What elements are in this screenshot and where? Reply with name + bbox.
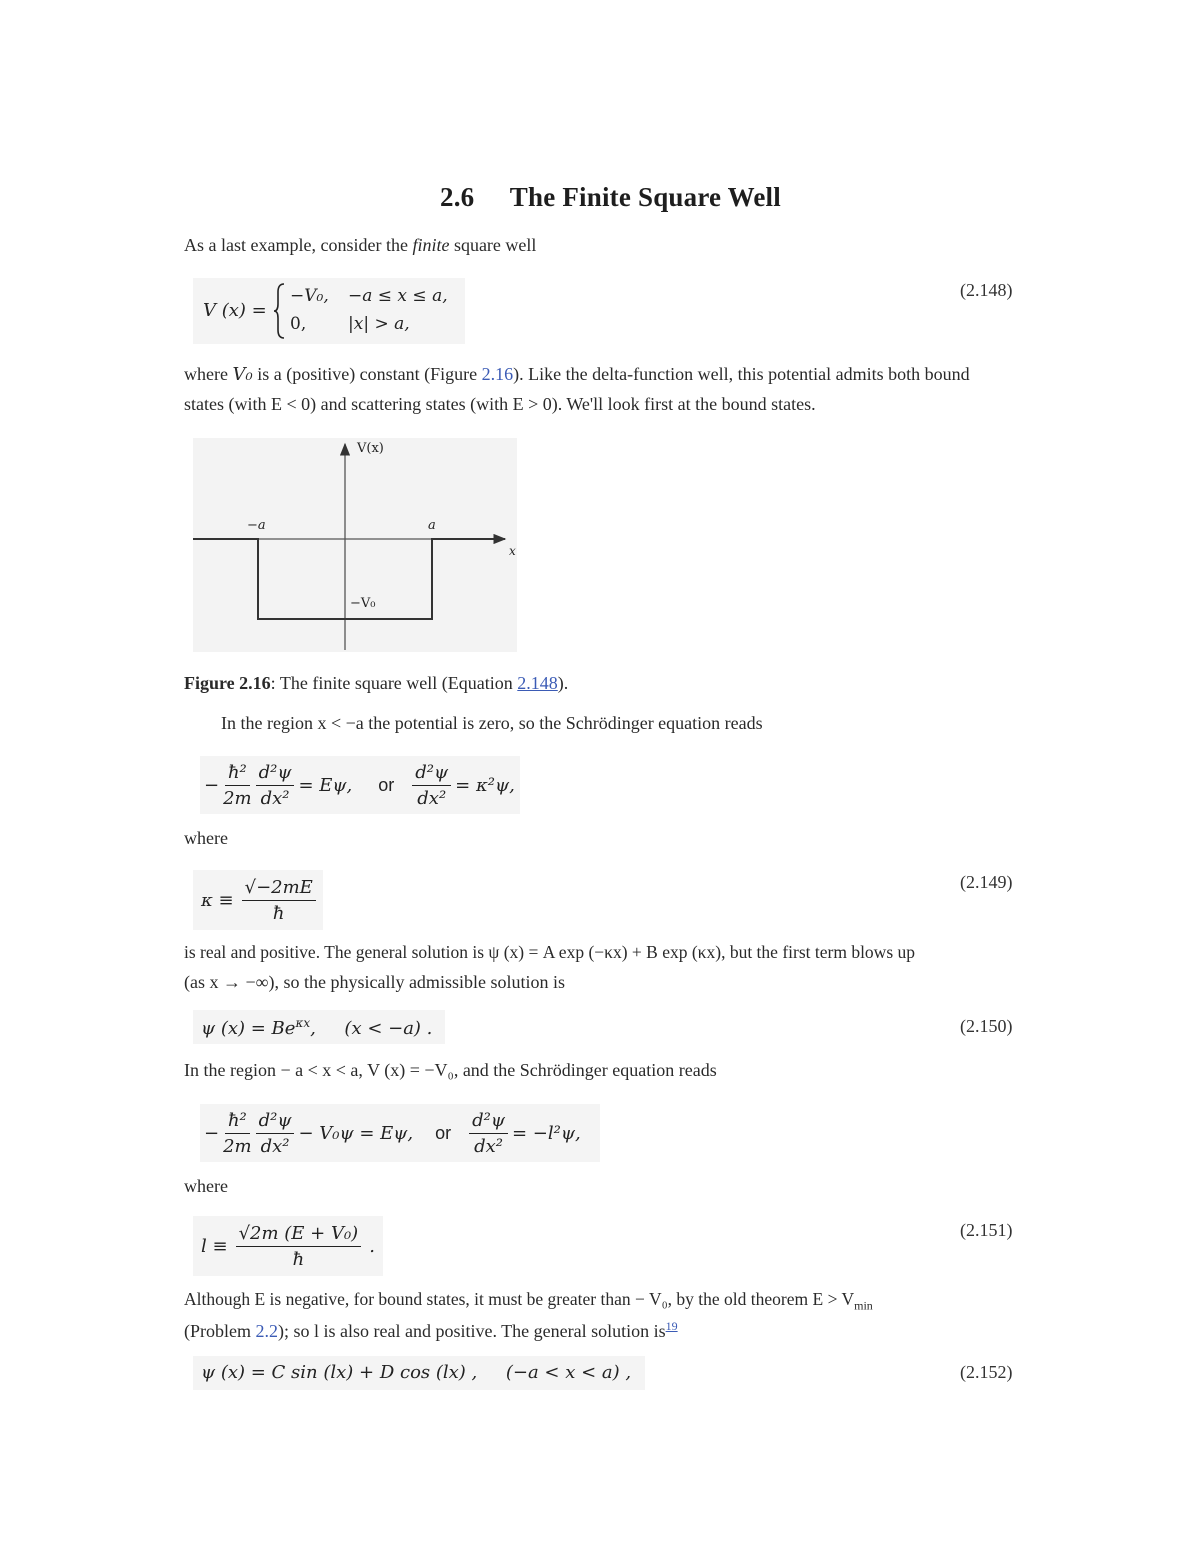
caption-label: Figure 2.16 bbox=[184, 673, 271, 693]
r2-or: or bbox=[435, 1122, 452, 1143]
intro-line bbox=[184, 235, 536, 256]
intro-before: As a last example, consider the bbox=[184, 235, 413, 255]
eq-2-150-expr: ψ $(x) = Be^{\kappa x}$, (x < −a) . bbox=[201, 1016, 433, 1039]
equation-2-149 bbox=[193, 870, 323, 930]
eq-number-2-149: (2.149) bbox=[960, 872, 1013, 892]
equation-2-150 bbox=[193, 1010, 445, 1044]
eq-number-2-148: (2.148) bbox=[960, 280, 1013, 300]
paragraph-1-line-1 bbox=[184, 364, 970, 385]
eq-number-2-152: (2.152) bbox=[960, 1362, 1013, 1382]
p1-text-a: where bbox=[184, 364, 233, 384]
r1-frac-hbar: $\frac{\text{ħ²}}{2m}$ bbox=[223, 761, 252, 809]
figure-caption bbox=[184, 673, 568, 694]
case2-value: 0, bbox=[290, 314, 307, 334]
r1-prefix: − bbox=[204, 774, 220, 796]
paragraph-3-line-2: (as x → −∞), so the physically admissible solution is bbox=[184, 972, 565, 992]
problem-ref-link[interactable]: 2.2 bbox=[255, 1321, 278, 1341]
footnote-link[interactable]: 19 bbox=[665, 1319, 678, 1333]
equation-region-1 bbox=[200, 756, 520, 814]
l-lhs: l ≡ bbox=[201, 1235, 228, 1257]
eq-2-152-expr: ψ (x) = C sin (lx) + D cos (lx) , (−a < x < a) , bbox=[201, 1362, 632, 1383]
section-title bbox=[440, 182, 781, 213]
equation-region-2 bbox=[200, 1104, 600, 1162]
well-outline bbox=[193, 539, 505, 619]
brace-icon bbox=[273, 282, 287, 340]
r2-prefix: − bbox=[204, 1122, 220, 1144]
r1-rhs: = κ²ψ, bbox=[455, 774, 515, 796]
eq-number-2-151: (2.151) bbox=[960, 1220, 1013, 1240]
paragraph-4: In the region − a < x < a, V (x) = −V₀, and the Schrödinger equation reads bbox=[184, 1060, 717, 1080]
x-axis-label: x bbox=[509, 544, 516, 558]
p5-text-a: (Problem bbox=[184, 1321, 256, 1341]
p5-text: Although E is negative, for bound states, it must be greater than − V₀, by the old theorem E > V bbox=[184, 1289, 855, 1309]
p5-sub: min bbox=[854, 1298, 873, 1313]
where-1: where bbox=[184, 828, 228, 848]
section-title-text: The Finite Square Well bbox=[509, 182, 781, 212]
where-2: where bbox=[184, 1176, 228, 1196]
p1-text-c: ). Like the delta-function well, this potential admits both bound bbox=[513, 364, 970, 384]
r1-frac-deriv: $\frac{\text{d²ψ}}{\text{dx²}}$ bbox=[256, 762, 295, 809]
p1-v0: V₀ bbox=[232, 364, 253, 385]
eq-number-2-150: (2.150) bbox=[960, 1016, 1013, 1036]
equation-2-151 bbox=[193, 1216, 383, 1276]
right-wall-label: a bbox=[428, 518, 436, 533]
paragraph-2: In the region x < −a the potential is zero, so the Schrödinger equation reads bbox=[221, 713, 763, 733]
figure-2-16 bbox=[193, 438, 517, 652]
kappa-lhs: κ ≡ bbox=[201, 889, 234, 911]
equation-2-152 bbox=[193, 1356, 645, 1390]
r2-frac-deriv: $\frac{\text{d²ψ}}{\text{dx²}}$ bbox=[256, 1110, 295, 1157]
l-frac: $\frac{\text{√2m (E + V₀)}}{ħ}$ bbox=[236, 1223, 362, 1270]
case2-condition: |x| > a, bbox=[348, 314, 410, 334]
eq-2-148-lhs: V (x) = bbox=[203, 300, 267, 321]
kappa-frac: $\frac{√-2mE}{ħ}$ bbox=[242, 877, 316, 924]
case1-condition: −a ≤ x ≤ a, bbox=[348, 286, 448, 306]
caption-end: ). bbox=[557, 673, 569, 693]
finite-well-plot bbox=[193, 438, 517, 652]
y-axis-label: V(x) bbox=[357, 441, 384, 456]
paragraph-5-line-2 bbox=[184, 1319, 678, 1342]
r2-rhs: = −l²ψ, bbox=[512, 1122, 581, 1144]
r2-mid: − V₀ψ = Eψ, bbox=[298, 1122, 414, 1144]
r1-mid: = Eψ, bbox=[298, 774, 353, 796]
depth-label: −V₀ bbox=[350, 596, 376, 611]
r1-or: or bbox=[378, 774, 395, 795]
left-wall-label: −a bbox=[247, 518, 266, 533]
figure-ref-link[interactable]: 2.16 bbox=[481, 364, 514, 384]
p1-text-b: is a (positive) constant (Figure bbox=[252, 364, 482, 384]
paragraph-1-line-2: states (with E < 0) and scattering states (with E > 0). We'll look first at the bound states. bbox=[184, 394, 816, 414]
p5-text-b: ); so l is also real and positive. The general solution is bbox=[278, 1321, 666, 1341]
equation-2-148 bbox=[193, 278, 465, 344]
intro-after: square well bbox=[449, 235, 537, 255]
paragraph-5-line-1 bbox=[184, 1289, 873, 1314]
paragraph-3-line-1: is real and positive. The general solution is ψ (x) = A exp (−κx) + B exp (κx), but the first term blows up bbox=[184, 942, 916, 962]
r2-frac-hbar: $\frac{\text{ħ²}}{2m}$ bbox=[223, 1109, 252, 1157]
intro-emph: finite bbox=[412, 235, 450, 255]
r1-frac-deriv-2: $\frac{\text{d²ψ}}{\text{dx²}}$ bbox=[412, 762, 451, 809]
l-tail: . bbox=[369, 1235, 375, 1257]
case1-value: −V₀, bbox=[290, 286, 329, 306]
caption-eq-link[interactable]: 2.148 bbox=[517, 673, 558, 693]
caption-text: : The finite square well (Equation bbox=[270, 673, 518, 693]
r2-frac-deriv-2: $\frac{\text{d²ψ}}{\text{dx²}}$ bbox=[469, 1110, 508, 1157]
section-number: 2.6 bbox=[440, 182, 475, 212]
